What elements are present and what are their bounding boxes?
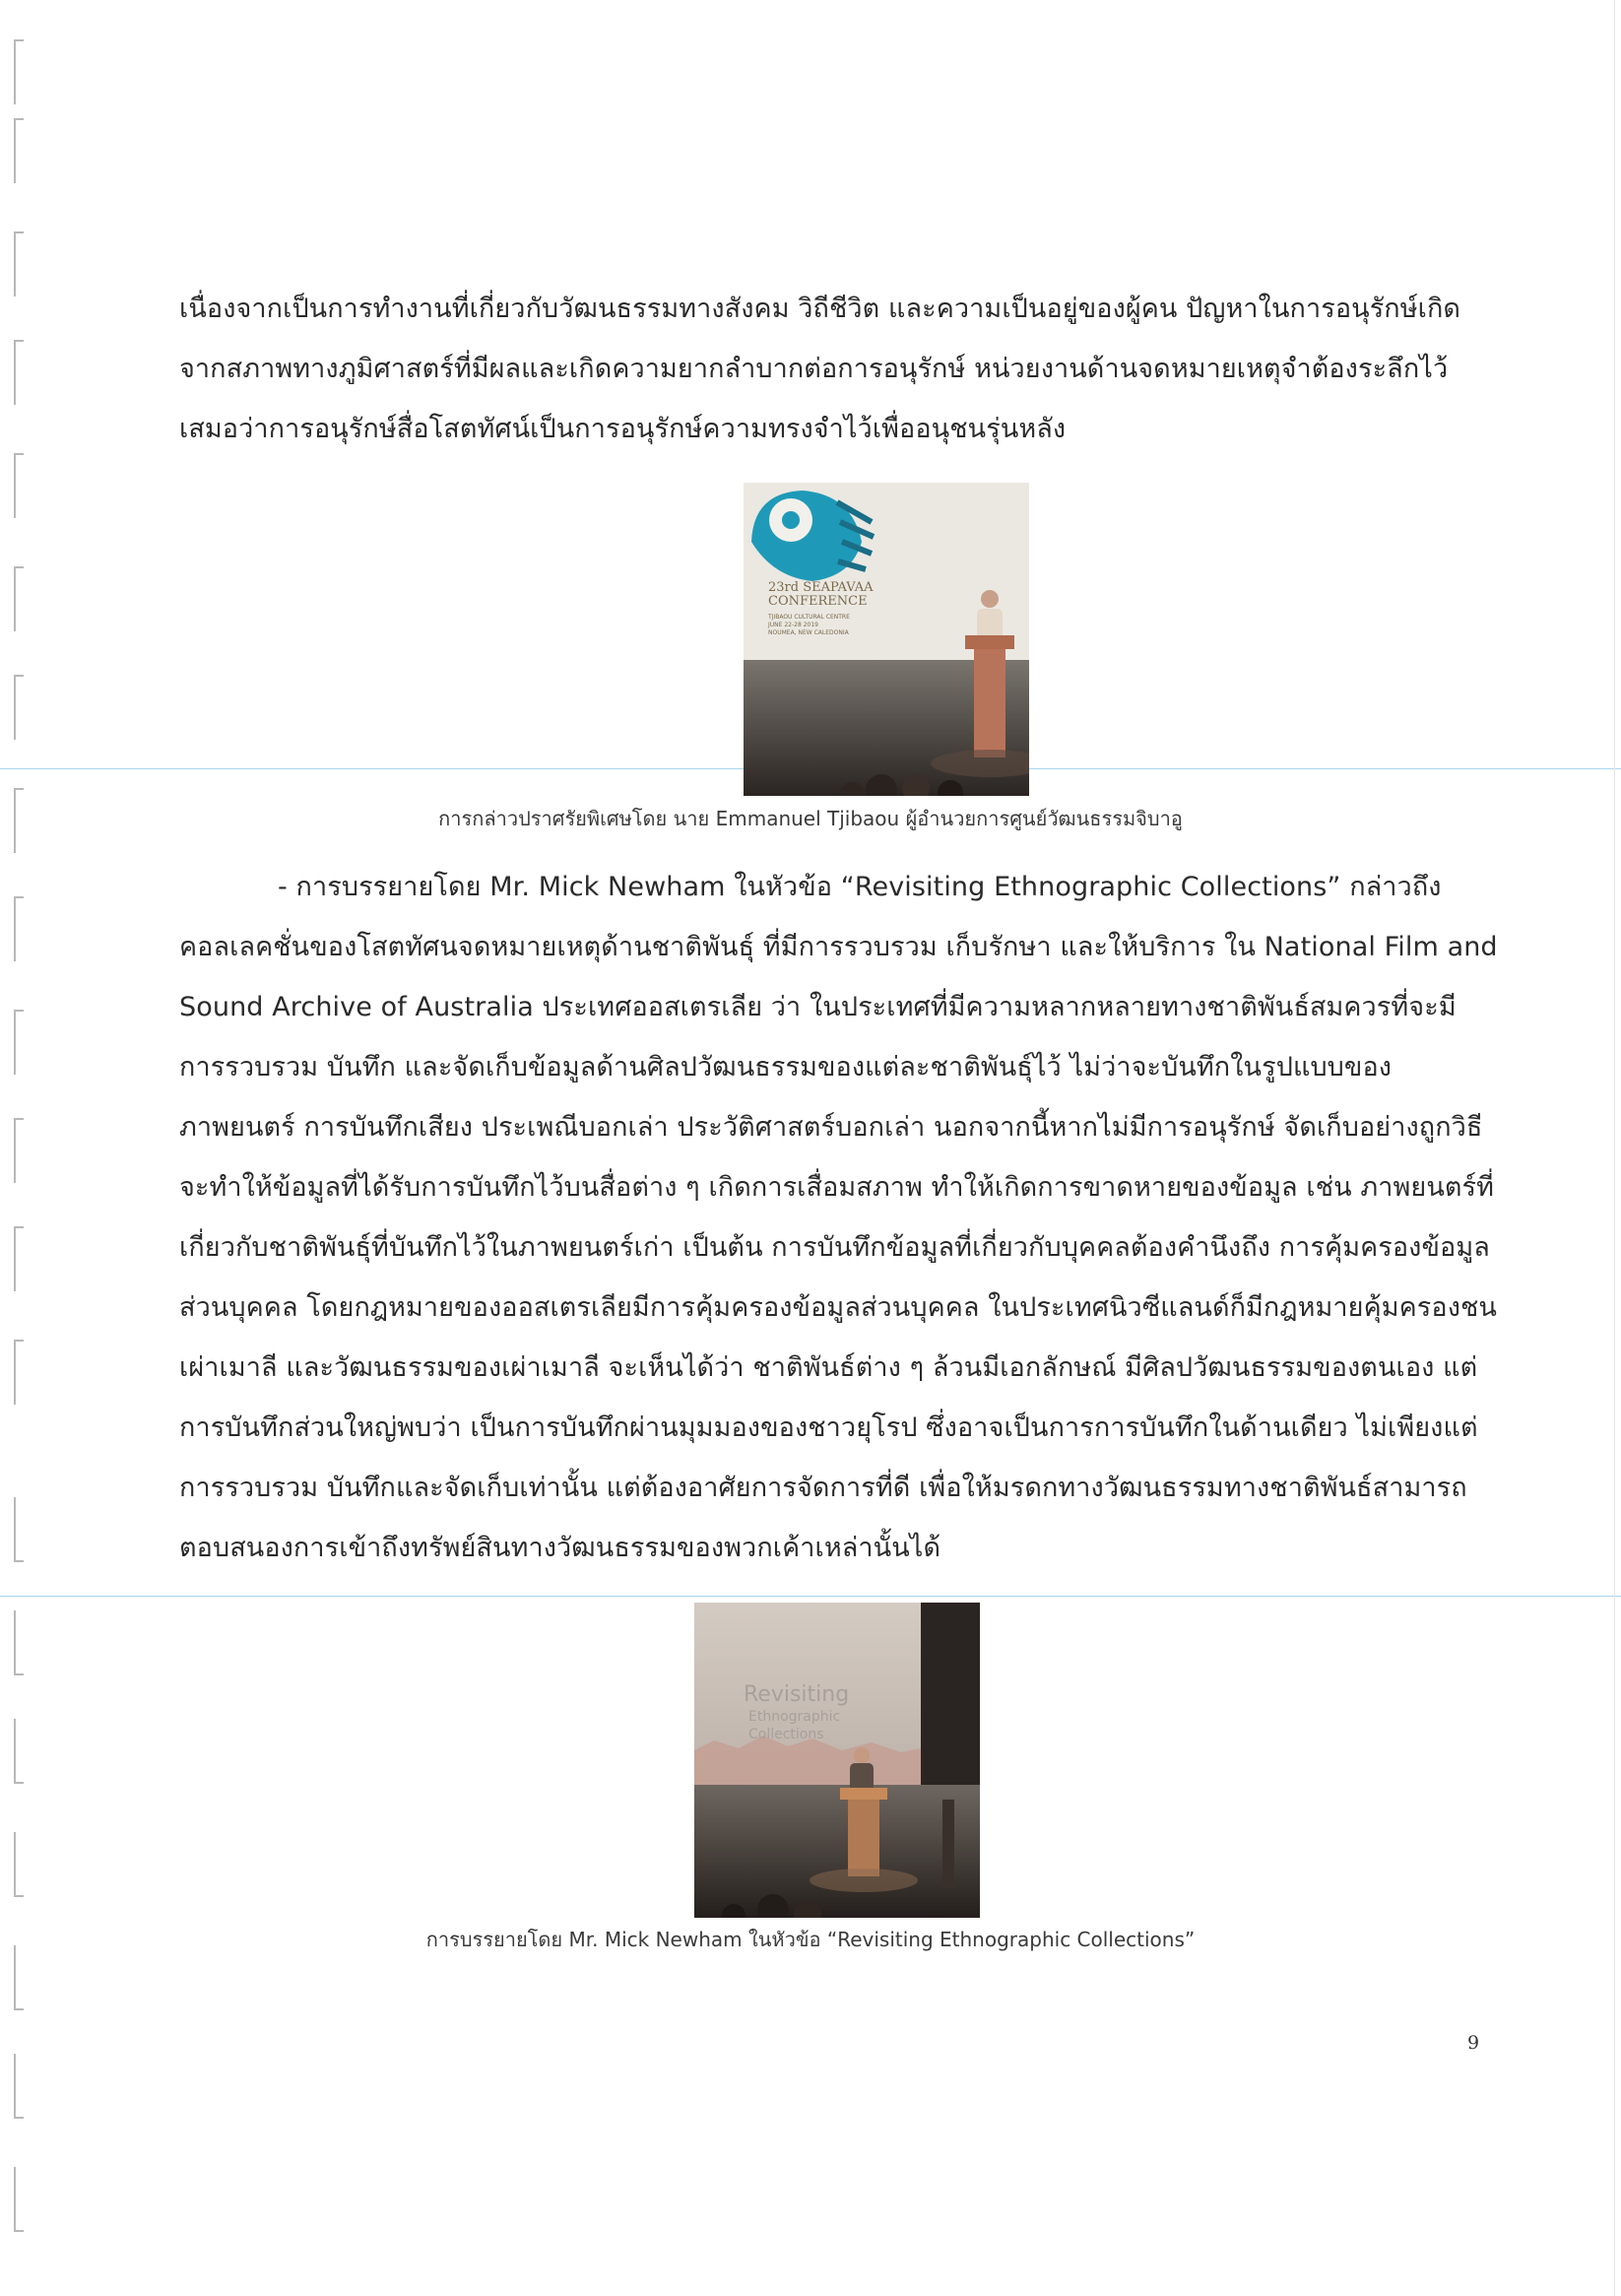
binder-mark: [14, 231, 24, 296]
binder-mark: [14, 1832, 24, 1897]
slide-text-4: JUNE 22-28 2019: [768, 622, 818, 628]
lectern-top: [840, 1788, 887, 1800]
slide-title-3: Collections: [748, 1727, 824, 1742]
binder-mark: [14, 1118, 24, 1183]
binder-mark: [14, 896, 24, 961]
photo-2-caption: การบรรยายโดย Mr. Mick Newham ในหัวข้อ “Revisiting Ethnographic Collections”: [425, 1928, 1196, 1951]
paragraph-2: - การบรรยายโดย Mr. Mick Newham ในหัวข้อ “Revisiting Ethnographic Collections” กล่าวถึงคอลเลคชั่นของโสตทัศนจดหมายเหตุด้านชาติพันธุ์ ที่มีการรวบรวม เก็บรักษา และให้บริการ ใน National Film and Sound Archive of Australia ประเทศออสเตรเลีย ว่า ในประเทศที่มีความหลากหลายทางชาติพันธ์สมควรที่จะมีการรวบรวม บันทึก และจัดเก็บข้อมูลด้านศิลปวัฒนธรรมของแต่ละชาติพันธุ์ไว้ ไม่ว่าจะบันทึกในรูปแบบของภาพยนตร์ การบันทึกเสียง ประเพณีบอกเล่า ประวัติศาสตร์บอกเล่า นอกจากนี้หากไม่มีการอนุรักษ์ จัดเก็บอย่างถูกวิธี จะทำให้ข้อมูลที่ได้รับการบันทึกไว้บนสื่อต่าง ๆ เกิดการเสื่อมสภาพ ทำให้เกิดการขาดหายของข้อมูล เช่น ภาพยนตร์ที่เกี่ยวกับชาติพันธุ์ที่บันทึกไว้ในภาพยนตร์เก่า เป็นต้น การบันทึกข้อมูลที่เกี่ยวกับบุคคลต้องคำนึงถึง การคุ้มครองข้อมูลส่วนบุคคล โดยกฎหมายของออสเตรเลียมีการคุ้มครองข้อมูลส่วนบุคคล ในประเทศนิวซีแลนด์ก็มีกฎหมายคุ้มครองชนเผ่าเมาลี และวัฒนธรรมของเผ่าเมาลี จะเห็นได้ว่า ชาติพันธ์ต่าง ๆ ล้วนมีเอกลักษณ์ มีศิลปวัฒนธรรมของตนเอง แต่การบันทึกส่วนใหญ่พบว่า เป็นการบันทึกผ่านมุมมองของชาวยุโรป ซึ่งอาจเป็นการการบันทึกในด้านเดียว ไม่เพียงแต่การรวบรวม บันทึกและจัดเก็บเท่านั้น แต่ต้องอาศัยการจัดการที่ดี เพื่อให้มรดกทางวัฒนธรรมทางชาติพันธ์สามารถตอบสนองการเข้าถึงทรัพย์สินทางวัฒนธรรมของพวกเค้าเหล่านั้นได้: [179, 872, 1498, 1563]
binder-mark: [14, 675, 24, 740]
page-number: 9: [1467, 2032, 1480, 2054]
binder-mark: [14, 453, 24, 518]
binder-mark: [14, 1010, 24, 1075]
paragraph-1: เนื่องจากเป็นการทำงานที่เกี่ยวกับวัฒนธรรมทางสังคม วิถีชีวิต และความเป็นอยู่ของผู้คน ปัญหาในการอนุรักษ์เกิดจากสภาพทางภูมิศาสตร์ที่มีผลและเกิดความยากลำบากต่อการอนุรักษ์ หน่วยงานด้านจดหมายเหตุจำต้องระลึกไว้เสมอว่าการอนุรักษ์สื่อโสตทัศน์เป็นการอนุรักษ์ความทรงจำไว้เพื่ออนุชนรุ่นหลัง: [179, 294, 1461, 444]
lectern-top: [965, 635, 1014, 649]
binder-mark: [14, 1340, 24, 1405]
binder-mark: [14, 1497, 24, 1562]
slide-text-1: 23rd SEAPAVAA: [768, 580, 874, 595]
binder-mark: [14, 118, 24, 183]
binder-mark: [14, 2167, 24, 2232]
photo-1-caption: การกล่าวปราศรัยพิเศษโดย นาย Emmanuel Tjibaou ผู้อำนวยการศูนย์วัฒนธรรมจิบาอู: [438, 807, 1183, 830]
binder-mark: [14, 39, 24, 104]
conference-photo-2: [694, 1603, 980, 1918]
slide-text-2: CONFERENCE: [768, 594, 868, 609]
binder-mark: [14, 566, 24, 631]
conference-photo-1: [744, 483, 1029, 796]
binder-mark: [14, 340, 24, 405]
lectern: [974, 649, 1005, 757]
lectern: [848, 1800, 879, 1876]
binder-mark: [14, 1610, 24, 1675]
scan-line: [0, 1596, 1621, 1597]
slide-text-5: NOUMEA, NEW CALEDONIA: [768, 629, 849, 636]
slide-title-1: Revisiting: [744, 1682, 850, 1707]
slide-text-3: TJIBAOU CULTURAL CENTRE: [768, 614, 850, 621]
binder-mark: [14, 2054, 24, 2119]
binder-mark: [14, 1226, 24, 1291]
slide-title-2: Ethnographic: [748, 1709, 841, 1725]
binder-mark: [14, 1719, 24, 1784]
